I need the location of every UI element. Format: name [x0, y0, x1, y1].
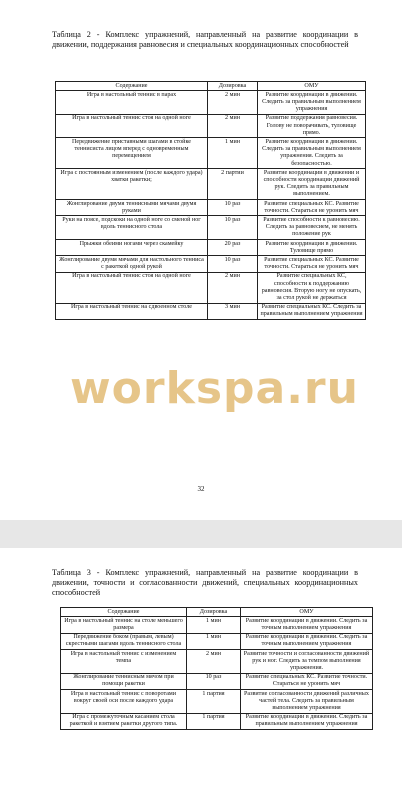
cell-content: Жонглирование теннисным мячом при помощи ракетки: [61, 673, 187, 689]
cell-dosage: 2 мин: [208, 272, 258, 303]
cell-dosage: 10 раз: [208, 200, 258, 216]
table-row: [56, 272, 366, 303]
table-row: [56, 303, 366, 319]
table-2-caption: Таблица 2 - Комплекс упражнений, направленный на развитие координации в движении, поддержания равновесия и специальных координационных способностей: [52, 30, 358, 49]
cell-omu: Развитие координации в движении. Следить за правильным выполнением упражнения: [241, 713, 373, 729]
table-row: [56, 114, 366, 138]
table-row: [56, 256, 366, 272]
cell-content: Игра в настольный теннис стоя на одной ноге: [56, 272, 208, 303]
cell-omu: Развитие поддержания равновесия. Голову не поворачивать, туловище прямо.: [258, 114, 366, 138]
cell-dosage: 1 мин: [187, 633, 241, 649]
header-dosage: Дозировка: [187, 608, 241, 617]
table-3-caption: Таблица 3 - Комплекс упражнений, направленный на развитие координации в движении, точности и согласованности движений, специальных координационных способностей: [52, 568, 358, 597]
cell-content: Прыжки обеими ногами через скамейку: [56, 240, 208, 256]
cell-content: Игра в настольный теннис с поворотами вокруг своей оси после каждого удара: [61, 690, 187, 714]
cell-content: Игра в настольный теннис стоя на одной ноге: [56, 114, 208, 138]
cell-content: Передвижение приставными шагами в стойке теннисиста лицом вперед с одновременным перемещением: [56, 138, 208, 169]
table-row: [61, 690, 373, 714]
cell-dosage: 3 мин: [208, 303, 258, 319]
cell-dosage: 1 мин: [208, 138, 258, 169]
header-omu: ОМУ: [258, 82, 366, 91]
cell-content: Руки на поясе, подскоки на одной ноге со сменой ног вдоль теннисного стола: [56, 216, 208, 240]
table-row: [56, 91, 366, 115]
table-row: [56, 169, 366, 200]
table-header-row: [61, 608, 373, 617]
cell-omu: Развитие координации в движении. Следить за правильным выполнением упражнения: [258, 91, 366, 115]
cell-omu: Развитие специальных КС. Следить за правильным выполнением упражнения: [258, 303, 366, 319]
cell-omu: Развитие координации в движении. Следить за точным выполнением упражнения: [241, 633, 373, 649]
table-row: [61, 713, 373, 729]
cell-dosage: 10 раз: [208, 256, 258, 272]
table-row: [61, 633, 373, 649]
cell-omu: Развитие точности и согласованности движений рук и ног. Следить за темпом выполнения упражнения.: [241, 650, 373, 674]
watermark: workspa.ru: [70, 363, 359, 414]
cell-content: Игра в настольный теннис на сдвоенном столе: [56, 303, 208, 319]
cell-dosage: 10 раз: [187, 673, 241, 689]
table-row: [61, 617, 373, 633]
cell-content: Игра в настольный теннис на столе меньшего размера: [61, 617, 187, 633]
cell-omu: Развитие специальных КС, способности к поддержанию равновесия. Вторую ногу не опускать, за стол рукой не держаться: [258, 272, 366, 303]
header-dosage: Дозировка: [208, 82, 258, 91]
cell-dosage: 1 мин: [187, 617, 241, 633]
table-row: [61, 673, 373, 689]
table-3: [60, 607, 373, 730]
cell-omu: Развитие специальных КС. Развитие точности. Стараться не уронить мяч: [241, 673, 373, 689]
cell-omu: Развитие специальных КС. Развитие точности. Стараться не уронить мяч: [258, 256, 366, 272]
table-row: [56, 216, 366, 240]
cell-content: Игра с промежуточным касанием стола ракеткой и взятием ракетки другого типа.: [61, 713, 187, 729]
header-omu: ОМУ: [241, 608, 373, 617]
cell-content: Игра в настольный теннис в парах: [56, 91, 208, 115]
cell-omu: Развитие специальных КС. Развитие точности. Стараться не уронить мяч: [258, 200, 366, 216]
cell-dosage: 1 партия: [187, 690, 241, 714]
cell-omu: Развитие координации в движении. Следить за точным выполнением упражнения: [241, 617, 373, 633]
cell-omu: Развитие координации в движении. Туловище прямо: [258, 240, 366, 256]
table-row: [56, 138, 366, 169]
table-2: [55, 81, 366, 320]
cell-content: Игра в настольный теннис с изменением темпа: [61, 650, 187, 674]
cell-dosage: 20 раз: [208, 240, 258, 256]
cell-content: Передвижение боком (правым, левым) скрестными шагами вдоль теннисного стола: [61, 633, 187, 649]
table-row: [56, 240, 366, 256]
page-number: 32: [197, 485, 205, 493]
cell-dosage: 2 мин: [208, 91, 258, 115]
table-row: [61, 650, 373, 674]
cell-dosage: 1 партия: [187, 713, 241, 729]
cell-omu: Развитие координации в движении и способности координации движений рук. Следить за правильным выполнением.: [258, 169, 366, 200]
cell-dosage: 2 мин: [208, 114, 258, 138]
cell-omu: Развитие согласованности движений различных частей тела. Следить за правильным выполнением упражнения: [241, 690, 373, 714]
cell-content: Игра с постоянным изменением (после каждого удара) хватки ракетки;: [56, 169, 208, 200]
cell-omu: Развитие способности к равновесию. Следить за равновесием, не менять положение рук: [258, 216, 366, 240]
cell-dosage: 2 партии: [208, 169, 258, 200]
table-row: [56, 200, 366, 216]
header-content: Содержание: [56, 82, 208, 91]
cell-content: Жонглирование двумя мячами для настольного тенниса с ракеткой одной рукой: [56, 256, 208, 272]
header-content: Содержание: [61, 608, 187, 617]
cell-omu: Развитие координации в движении. Следить за правильным выполнением упражнения. Следить за безопасностью.: [258, 138, 366, 169]
cell-content: Жонглирование двумя теннисными мячами двумя руками: [56, 200, 208, 216]
table-header-row: [56, 82, 366, 91]
document-page-2: [0, 548, 402, 793]
cell-dosage: 2 мин: [187, 650, 241, 674]
cell-dosage: 10 раз: [208, 216, 258, 240]
